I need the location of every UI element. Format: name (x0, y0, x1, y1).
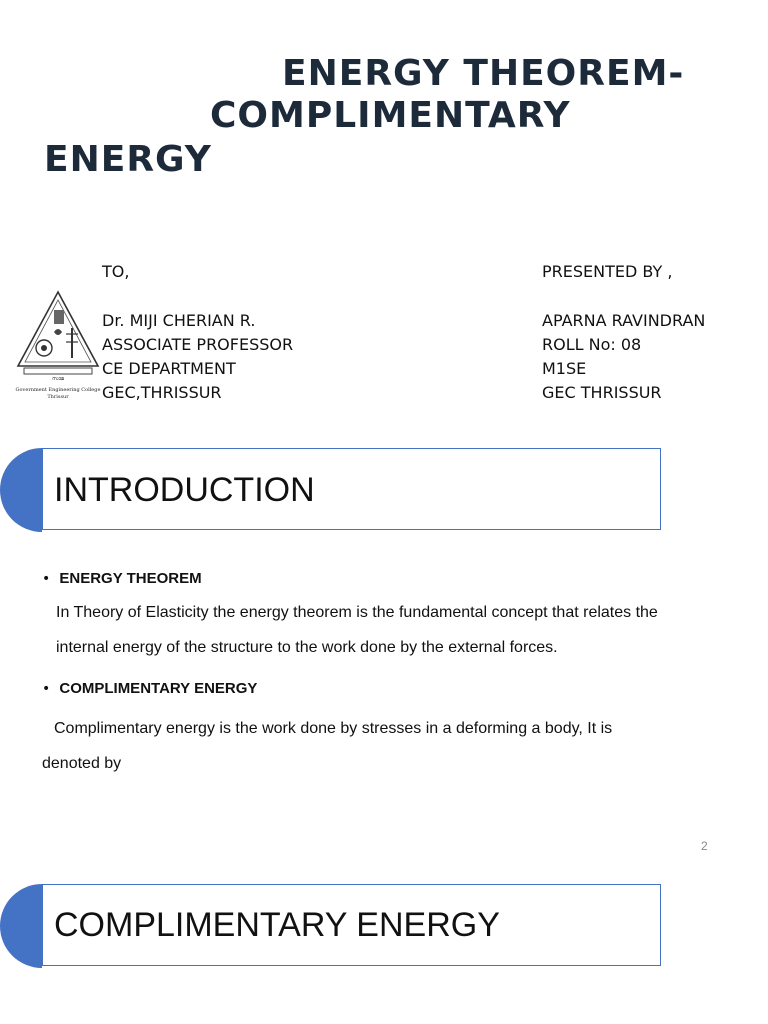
item-heading: ENERGY THEOREM (59, 570, 202, 587)
title-line-3: ENERGY (44, 139, 212, 180)
to-line-2: ASSOCIATE PROFESSOR (102, 335, 294, 354)
title-line-1: ENERGY THEOREM- (282, 53, 685, 94)
paragraph-line: In Theory of Elasticity the energy theorem is the fundamental concept that relates the (56, 604, 658, 621)
logo-caption-city: Thrissur (47, 394, 69, 400)
presented-heading: PRESENTED BY , (542, 262, 673, 281)
presenter-college: GEC THRISSUR (542, 383, 662, 402)
item-heading: COMPLIMENTARY ENERGY (59, 680, 258, 697)
logo-script: സാമ (51, 376, 65, 382)
college-logo (14, 288, 102, 408)
college-emblem-icon (14, 288, 102, 408)
bullet-icon: • (42, 571, 51, 587)
to-line-1: Dr. MIJI CHERIAN R. (102, 311, 256, 330)
paragraph-line: Complimentary energy is the work done by stresses in a deforming a body, It is (54, 720, 613, 737)
bullet-icon: • (42, 681, 51, 697)
to-line-3: CE DEPARTMENT (102, 359, 236, 378)
list-item (42, 568, 202, 587)
presenter-class: M1SE (542, 359, 587, 378)
title-line-2: COMPLIMENTARY (210, 95, 571, 136)
section-title-complimentary-energy: COMPLIMENTARY ENERGY (54, 906, 500, 944)
list-item (42, 678, 257, 697)
presenter-name: APARNA RAVINDRAN (542, 311, 706, 330)
to-line-4: GEC,THRISSUR (102, 383, 222, 402)
section-title-introduction: INTRODUCTION (54, 471, 315, 509)
logo-caption: Government Engineering College (15, 387, 101, 393)
paragraph-line: internal energy of the structure to the work done by the external forces. (56, 639, 558, 656)
to-heading: TO, (102, 262, 130, 281)
paragraph-line: denoted by (42, 755, 122, 772)
presenter-roll: ROLL No: 08 (542, 335, 642, 354)
page-number: 2 (701, 839, 708, 853)
